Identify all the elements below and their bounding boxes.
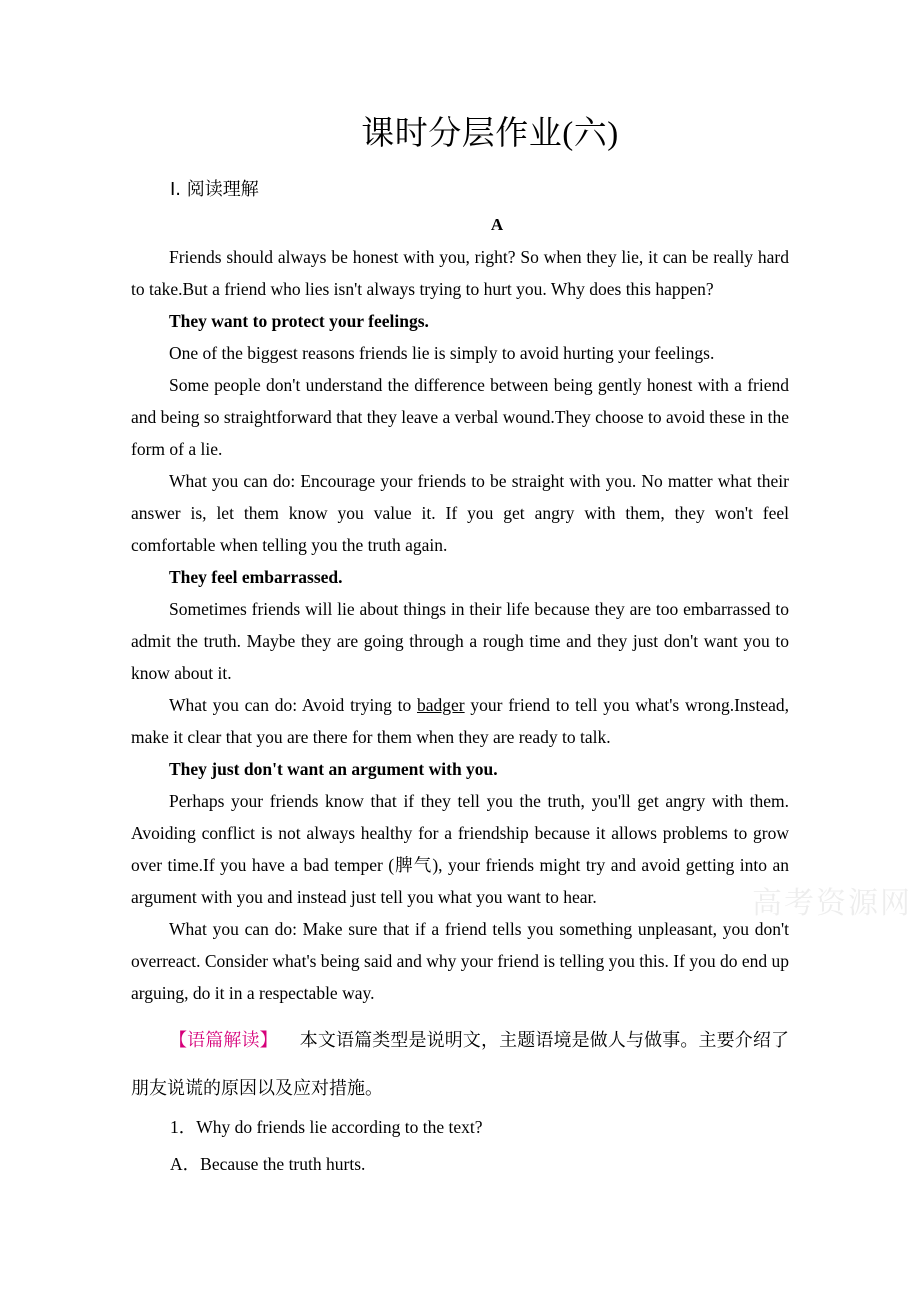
passage-letter: A [490, 215, 504, 234]
passage-analysis-note [131, 1017, 789, 1113]
page-title: 课时分层作业(六) [361, 116, 619, 152]
passage-heading: They want to protect your feelings. [169, 311, 429, 331]
question-text: Why do friends lie according to the text? [196, 1117, 483, 1137]
section-label: Ⅰ. 阅读理解 [170, 179, 259, 200]
paragraph-text: your friend to tell you what's wrong.Instead, make it clear that you are there for them when they are ready to talk. [131, 695, 789, 747]
passage-body [131, 241, 789, 1009]
passage-paragraph [131, 689, 789, 753]
passage-paragraph: What you can do: Encourage your friends to be straight with you. No matter what their answer is, let them know you value it. If you get angry with them, they won't feel comfortable when telling you the truth again. [131, 471, 789, 555]
passage-paragraph: One of the biggest reasons friends lie is simply to avoid hurting your feelings. [169, 343, 715, 363]
passage-paragraph: Some people don't understand the difference between being gently honest with a friend and being so straightforward that they leave a verbal wound.They choose to avoid these in the form of a lie. [131, 375, 789, 459]
watermark: 高考资源网 [752, 886, 912, 921]
passage-heading: They just don't want an argument with you. [169, 759, 498, 779]
option-a[interactable] [170, 1150, 365, 1178]
passage-paragraph: Friends should always be honest with you, right? So when they lie, it can be really hard to take.But a friend who lies isn't always trying to hurt you. Why does this happen? [131, 247, 789, 299]
underlined-word: badger [417, 695, 465, 715]
question-1 [170, 1113, 482, 1141]
analysis-tag: 【语篇解读】 [169, 1030, 278, 1051]
passage-paragraph: Sometimes friends will lie about things in their life because they are too embarrassed to admit the truth. Maybe they are going through a rough time and they just don't want you to know about it. [131, 599, 789, 683]
passage-paragraph: Perhaps your friends know that if they tell you the truth, you'll get angry with them. Avoiding conflict is not always healthy for a friendship because it allows problems to grow over time.If you have a bad temper (脾气), your friends might try and avoid getting into an argument with you and instead just tell you what you want to hear. [131, 791, 789, 907]
option-letter: A． [170, 1154, 201, 1174]
passage-heading: They feel embarrassed. [169, 567, 343, 587]
question-number: 1． [170, 1117, 197, 1137]
option-text: Because the truth hurts. [200, 1154, 366, 1174]
analysis-text: 本文语篇类型是说明文，主题语境是做人与做事。主要介绍了朋友说谎的原因以及应对措施。 [131, 1030, 789, 1099]
paragraph-text: What you can do: Avoid trying to [169, 695, 417, 715]
passage-paragraph: What you can do: Make sure that if a friend tells you something unpleasant, you don't overreact. Consider what's being said and why your friend is telling you this. If you do end up arguing, do it in a respectable way. [131, 919, 789, 1003]
